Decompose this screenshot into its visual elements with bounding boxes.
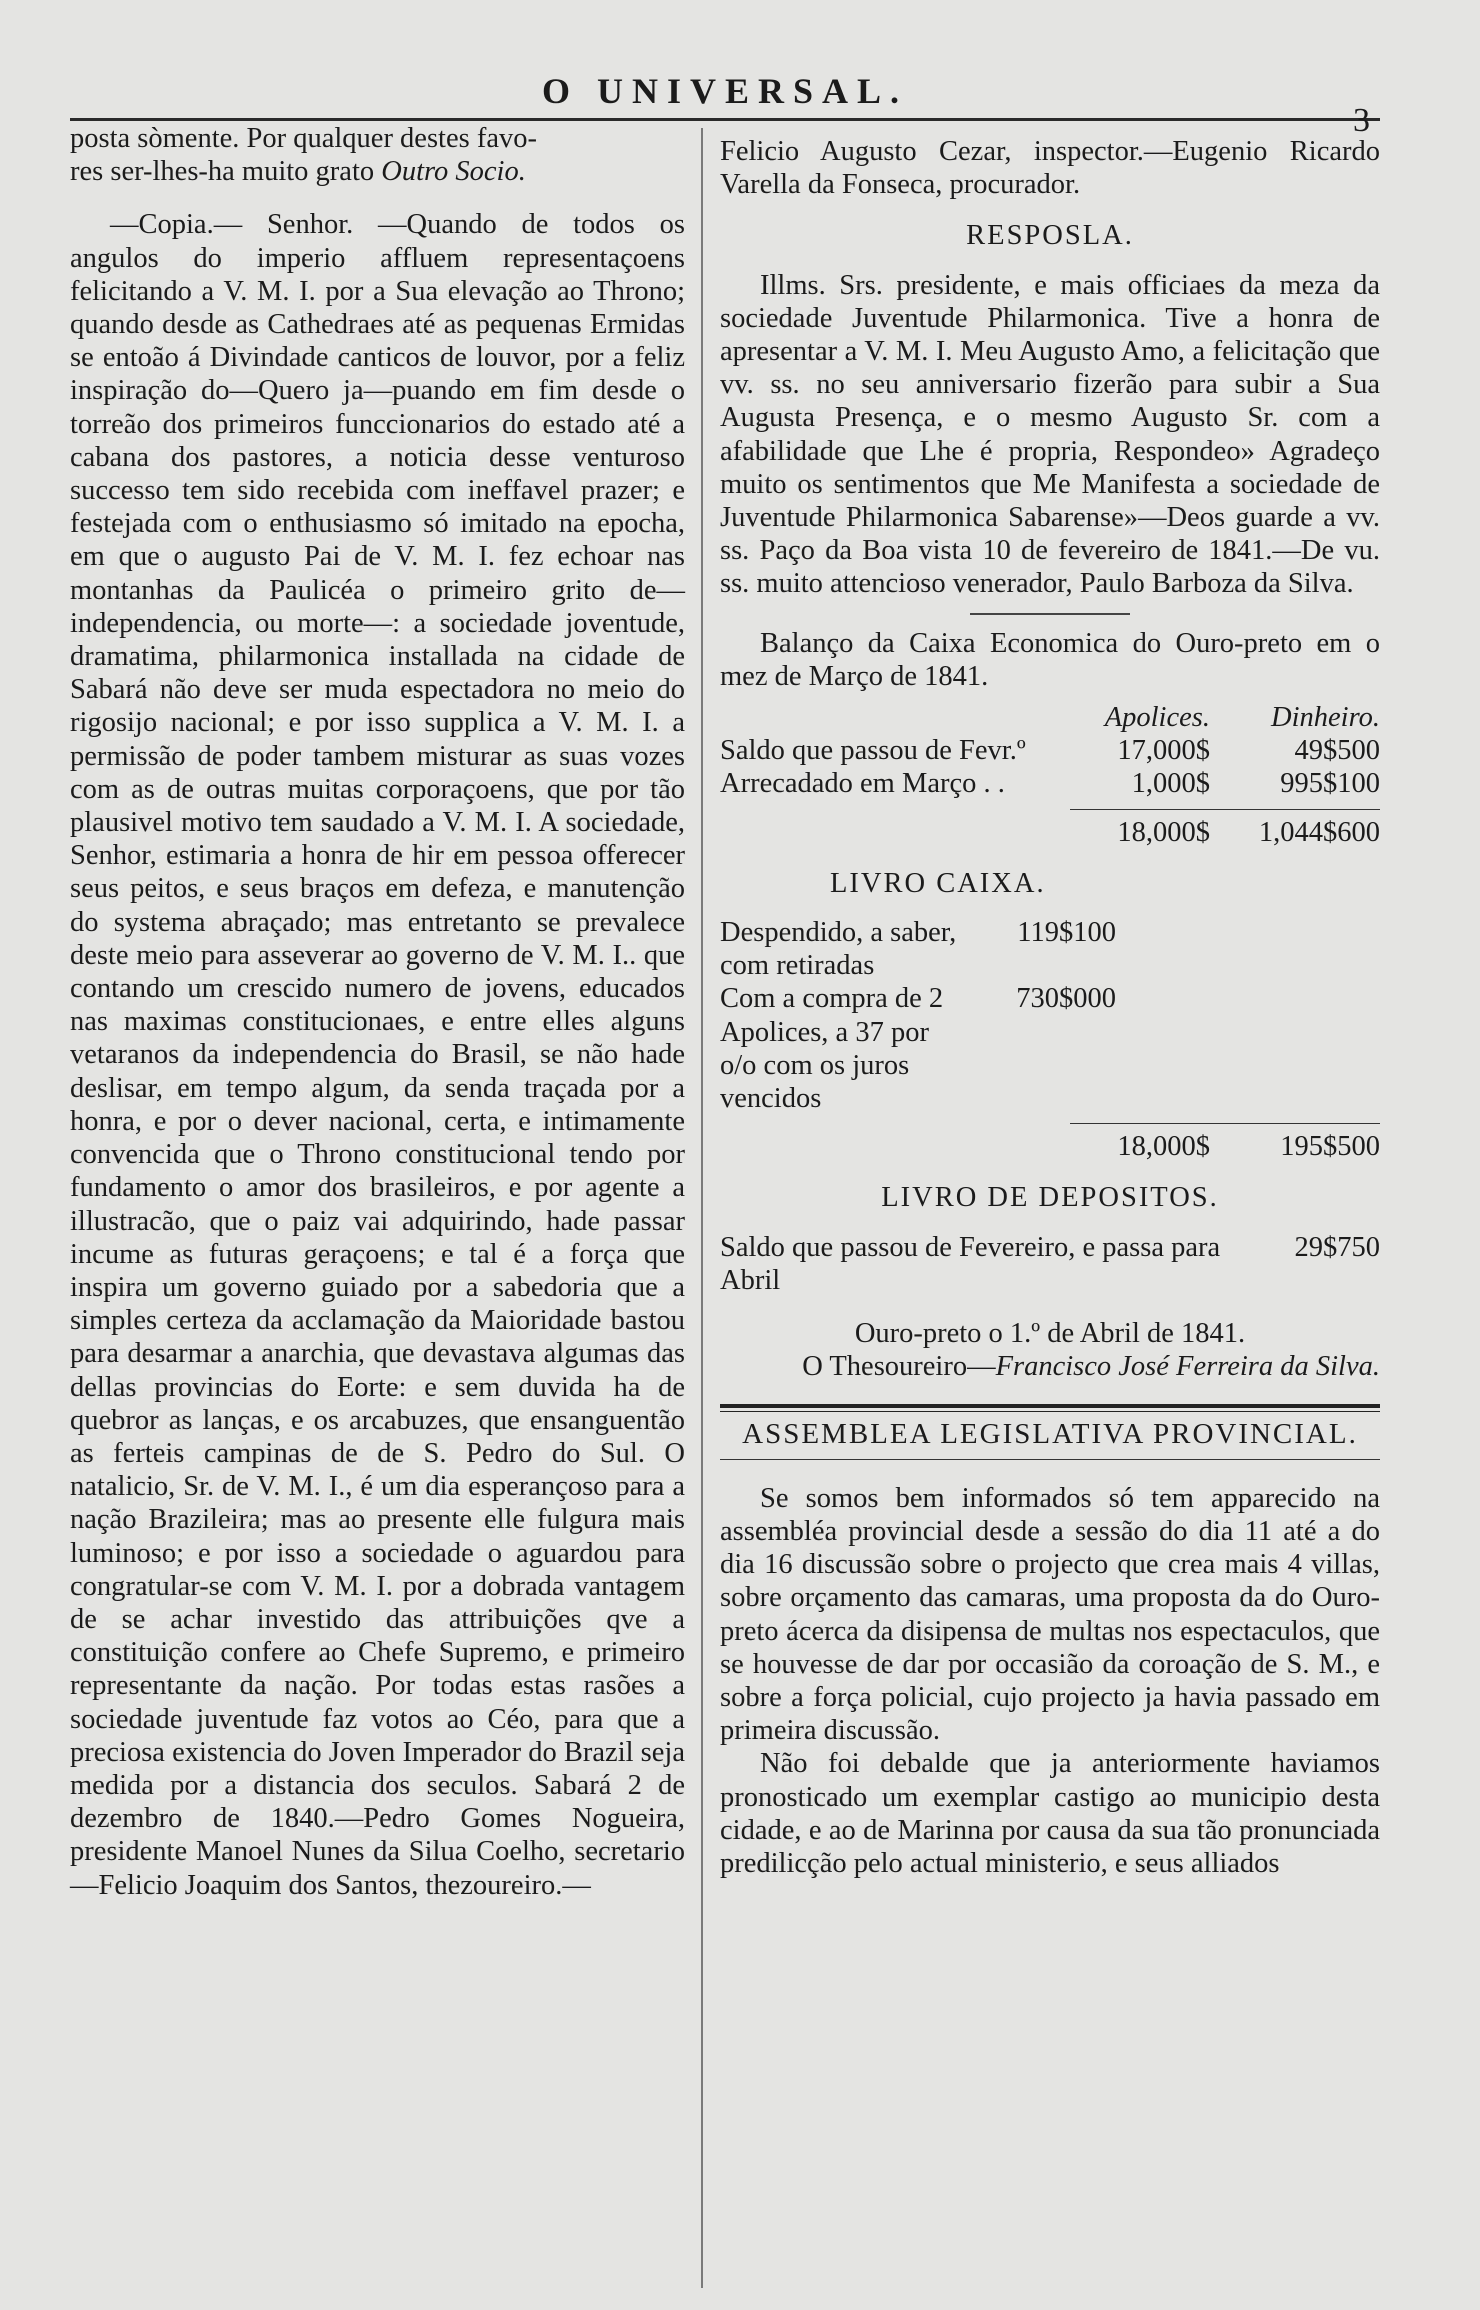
total-apolices: 18,000$	[1117, 816, 1210, 848]
balance-row-apolices: 17,000$	[1117, 735, 1210, 767]
opening-line-2-text: res ser-lhes-ha muito grato	[70, 156, 375, 188]
section-rule-thin	[720, 1459, 1380, 1460]
treasurer-name: Francisco José Ferreira da Silva.	[995, 1351, 1380, 1383]
page-number: 3	[1353, 102, 1370, 139]
balance-title: Balanço da Caixa Economica do Ouro-preto em o mez de Março de 1841.	[720, 627, 1380, 692]
balance-row	[720, 734, 1380, 767]
names-paragraph: Felicio Augusto Cezar, inspector.—Eugenio Ricardo Varella da Fonseca, procurador.	[720, 136, 1380, 201]
despendido-value: 119$100	[1017, 917, 1116, 949]
balance-row-label: Arrecadado em Março . .	[720, 768, 1005, 800]
balance-column-headers	[720, 701, 1380, 734]
total-rule	[1070, 1123, 1380, 1124]
caixa-totals	[720, 1130, 1380, 1163]
column-header-dinheiro: Dinheiro.	[1271, 702, 1380, 734]
resposta-paragraph: Illms. Srs. presidente, e mais officiaes da meza da sociedade Juventude Philarmonica. Tive a honra de apresentar a V. M. I. Meu Augusto Amo, a felicitação que vv. ss. no seu anniversario fizerão para subir a Sua Augusta Presença, e o mesmo Augusto Sr. com a afabilidade que Lhe é propria, Respondeo» Agradeço muito os sentimentos que Me Manifesta a sociedade de Juventude Philarmonica Sabarense»—Deos guarde a vv. ss. Paço da Boa vista 10 de fevereiro de 1841.—De vu. ss. muito attencioso venerador, Paulo Barboza da Silva.	[720, 269, 1380, 600]
opening-line-2	[70, 155, 685, 188]
livro-depositos-heading: LIVRO DE DEPOSITOS.	[881, 1182, 1219, 1214]
treasurer-line	[720, 1350, 1380, 1383]
caixa-entry	[720, 982, 1116, 1115]
date-line: Ouro-preto o 1.º de Abril de 1841.	[854, 1318, 1246, 1350]
right-column	[720, 135, 1380, 1880]
newspaper-title: O UNIVERSAL.	[541, 71, 909, 111]
despendido-label: Despendido, a saber, com retiradas	[720, 917, 957, 982]
compra-label: Com a compra de 2 Apolices, a 37 por o/o com os juros vencidos	[720, 983, 944, 1115]
caixa-entries	[720, 916, 1116, 1115]
left-column	[70, 122, 685, 1902]
deposito-value: 29$750	[1294, 1231, 1380, 1263]
spacer	[70, 188, 685, 208]
balance-row	[720, 767, 1380, 800]
total-dinheiro: 1,044$600	[1258, 816, 1380, 848]
opening-signature: Outro Socio.	[381, 156, 526, 188]
livro-caixa-heading: LIVRO CAIXA.	[830, 867, 1046, 899]
total-rule	[1070, 809, 1380, 810]
section-rule	[720, 1404, 1380, 1412]
column-header-apolices: Apolices.	[1104, 702, 1210, 734]
resposta-heading: RESPOSLA.	[966, 220, 1134, 252]
balance-section	[720, 627, 1380, 1384]
assembly-paragraph-2: Não foi debalde que ja anteriormente haviamos pronosticado um exemplar castigo ao municipio desta cidade, e ao de Marinna por causa da sua tão pronunciada predilicção pelo actual ministerio, e seus alliados	[720, 1748, 1380, 1879]
deposito-entry	[720, 1231, 1380, 1297]
deposito-label: Saldo que passou de Fevereiro, e passa para Abril	[720, 1231, 1221, 1296]
opening-line-1: posta sòmente. Por qualquer destes favo-	[70, 123, 537, 154]
caixa-total-apolices: 18,000$	[1117, 1131, 1210, 1163]
balance-totals	[720, 816, 1380, 849]
balance-row-dinheiro: 995$100	[1280, 768, 1380, 800]
caixa-entry	[720, 916, 1116, 982]
column-divider	[701, 128, 703, 2288]
compra-value: 730$000	[1016, 983, 1116, 1015]
balance-row-label: Saldo que passou de Fevr.º	[720, 735, 1026, 767]
assembly-heading: ASSEMBLEA LEGISLATIVA PROVINCIAL.	[742, 1417, 1358, 1450]
copia-paragraph: —Copia.— Senhor. —Quando de todos os angulos do imperio affluem representaçoens felicitando a V. M. I. por a Sua elevação ao Throno; quando desde as Cathedraes até as pequenas Ermidas se entoão á Divindade canticos de louvor, por a feliz inspiração do—Quero ja—puando em fim desde o torreão dos primeiros funccionarios do estado até a cabana dos pastores, a noticia desse venturoso successo tem sido recebida com ineffavel prazer; e festejada com o enthusiasmo só imitado na epocha, em que o augusto Pai de V. M. I. fez echoar nas montanhas da Paulicéa o primeiro grito de—independencia, ou morte—: a sociedade joventude, dramatima, philarmonica installada na cidade de Sabará não deve ser muda espectadora no meio do rigosijo nacional; e por isso supplica a V. M. I. a permissão de poder tambem misturar as suas vozes com as de outras muitas corporaçoens, que por tão plausivel motivo tem saudado a V. M. I. A sociedade, Senhor, estimaria a honra de hir em pessoa offerecer seus peitos, e seus braços em defeza, e manutenção do systema abraçado; mas entretanto se prevalece deste meio para asseverar ao governo de V. M. I.. que contando um crescido numero de jovens, educados nas maximas constitucionaes, e entre elles alguns vetaranos da independencia do Brasil, se não hade deslisar, em tempo algum, da senda traçada por a honra, e por o dever nacional, certa, e intimamente convencida que o Throno constitucional tendo por fundamento o amor dos brasileiros, e por agente a illustracão, que o paiz vai adquirindo, hade passar incume as futuras geraçoens; e tal é a força que inspira um governo guiado por a sabedoria que a simples certeza da acclamação da Maioridade bastou para desarmar a anarchia, que devastava algumas das dellas provincias do Eorte: e sem duvida ha de quebror as lanças, e os arcabuzes, que ensanguentão as ferteis campinas de de S. Pedro do Sul. O natalicio, Sr. de V. M. I., é um dia esperançoso para a nação Brazileira; mas ao presente elle fulgura mais luminoso; e por isso a sociedade o aguardou para congratular-se com V. M. I. por a dobrada vantagem de se achar investido das attribuições qve a constituição confere ao Chefe Supremo, e primeiro representante da nação. Por todas estas rasões a sociedade juventude faz votos ao Céo, para que a preciosa existencia do Joven Imperador do Brazil seja medida por a distancia dos seculos. Sabará 2 de dezembro de 1840.—Pedro Gomes Nogueira, presidente Manoel Nunes da Silua Coelho, secretario—Felicio Joaquim dos Santos, thezoureiro.—	[70, 209, 685, 1901]
caixa-total-dinheiro: 195$500	[1280, 1131, 1380, 1163]
spacer	[720, 1297, 1380, 1317]
balance-row-dinheiro: 49$500	[1294, 735, 1380, 767]
ornament-divider	[970, 613, 1130, 615]
assembly-paragraph-1: Se somos bem informados só tem apparecido na assembléa provincial desde a sessão do dia 11 até a do dia 16 discussão sobre o projecto que crea mais 4 villas, sobre orçamento das camaras, uma proposta da do Ouro-preto ácerca da disipensa de multas nos espectaculos, que se houvesse de dar por occasião da coroação de S. M., e sobre a força policial, cujo projecto ja havia passado em primeira discussão.	[720, 1482, 1380, 1747]
balance-row-apolices: 1,000$	[1131, 768, 1210, 800]
treasurer-prefix: O Thesoureiro—	[802, 1351, 996, 1383]
